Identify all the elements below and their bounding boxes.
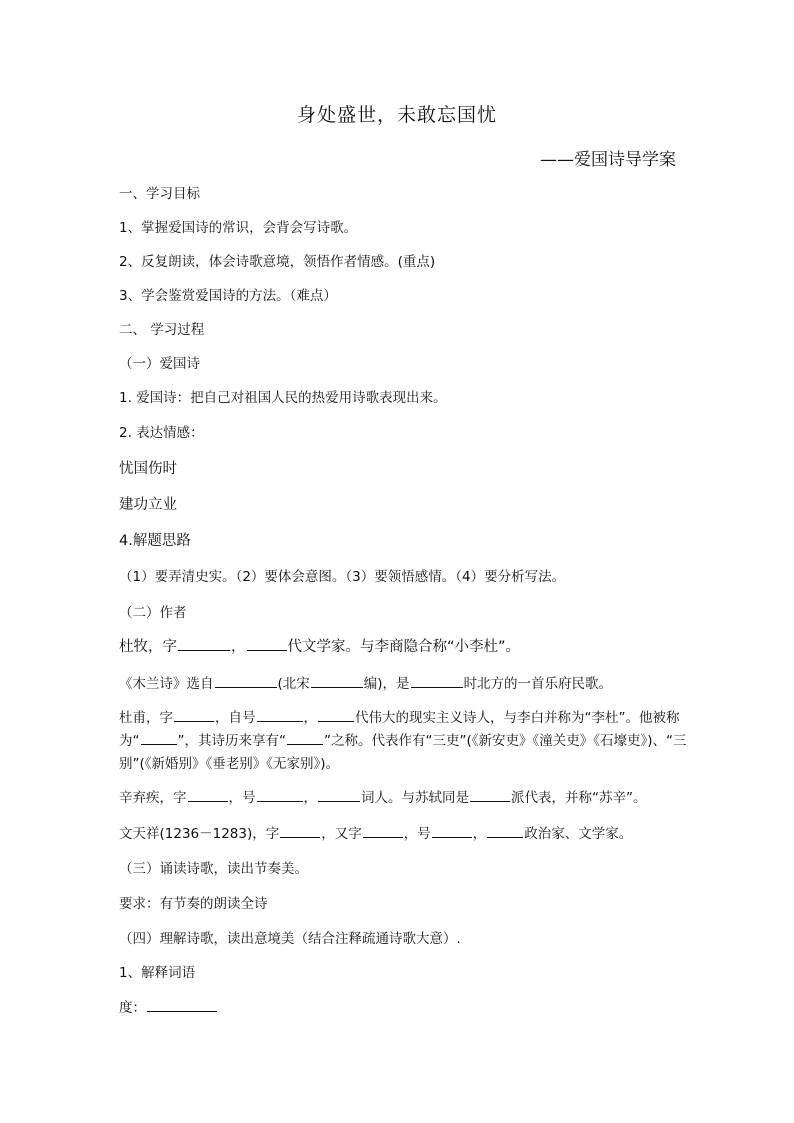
section-heading-goals: 一、学习目标	[119, 186, 200, 202]
text-segment: 《木兰诗》选自	[119, 676, 214, 692]
doc-subtitle: ——爱国诗导学案	[540, 150, 676, 170]
fill-blank[interactable]	[188, 787, 228, 802]
text-segment: 词人。与苏轼同是	[361, 790, 469, 806]
emotion-item-1: 忧国伤时	[119, 461, 177, 477]
text-segment: ，	[303, 710, 317, 726]
subsection-authors: （二）作者	[119, 605, 187, 621]
fill-blank[interactable]	[411, 673, 463, 688]
approach-heading: 4.解题思路	[119, 533, 191, 549]
text-segment: 政治家、文学家。	[524, 826, 633, 842]
fill-blank[interactable]	[280, 823, 320, 838]
text-segment: ，号	[403, 826, 431, 842]
text-segment: ，又字	[321, 826, 362, 842]
author-du-mu	[119, 636, 699, 658]
text-segment: ”，其诗历来享有“	[177, 733, 286, 749]
fill-blank[interactable]	[287, 730, 323, 745]
fill-blank[interactable]	[470, 787, 510, 802]
fill-blank[interactable]	[363, 823, 403, 838]
subsection-understanding: （四）理解诗歌，读出意境美（结合注释疏通诗歌大意）.	[119, 931, 461, 947]
text-segment: 代文学家。与李商隐合称“小李杜”。	[287, 639, 521, 655]
fill-blank[interactable]	[432, 823, 472, 838]
author-xin-qiji	[119, 787, 699, 809]
mulan-poem-line	[119, 673, 699, 695]
text-segment: ，	[231, 639, 246, 655]
text-segment: ，	[472, 826, 487, 842]
text-segment: 代伟大的现实主义诗人，与李白并称为“李杜”。他被称为“	[119, 710, 680, 749]
doc-title: 身处盛世，未敢忘国忧	[296, 104, 497, 126]
author-du-fu	[119, 707, 691, 776]
section-heading-process: 二、 学习过程	[119, 322, 205, 338]
fill-blank[interactable]	[257, 787, 303, 802]
text-segment: 杜牧，字	[119, 639, 177, 655]
fill-blank[interactable]	[318, 787, 360, 802]
fill-blank[interactable]	[147, 997, 217, 1012]
goal-item-1: 1、掌握爱国诗的常识，会背会写诗歌。	[119, 220, 358, 236]
goal-item-2: 2、反复朗读，体会诗歌意境，领悟作者情感。(重点)	[119, 254, 436, 270]
fill-blank[interactable]	[174, 707, 214, 722]
fill-blank[interactable]	[318, 707, 354, 722]
fill-blank[interactable]	[215, 673, 277, 688]
goal-item-3: 3、学会鉴赏爱国诗的方法。（难点）	[119, 288, 337, 304]
text-segment: ，自号	[215, 710, 256, 726]
emotion-item-2: 建功立业	[119, 497, 177, 513]
fill-blank[interactable]	[487, 823, 523, 838]
fill-blank[interactable]	[247, 636, 287, 651]
approach-steps: （1）要弄清史实。（2）要体会意图。（3）要领悟感情。（4）要分析写法。	[119, 569, 566, 585]
text-segment: ，	[303, 790, 317, 806]
recitation-requirement: 要求：有节奏的朗读全诗	[119, 896, 268, 912]
vocab-heading: 1、解释词语	[119, 965, 196, 981]
text-segment: 文天祥(1236－1283)，字	[119, 826, 280, 842]
text-segment: 时北方的一首乐府民歌。	[463, 676, 613, 692]
text-segment: 杜甫，字	[119, 710, 173, 726]
text-segment: 辛弃疾，字	[119, 790, 187, 806]
fill-blank[interactable]	[257, 707, 303, 722]
vocab-item-du	[119, 997, 699, 1019]
fill-blank[interactable]	[178, 636, 230, 651]
text-segment: 派代表，并称“苏辛”。	[511, 790, 647, 806]
definition-line: 1. 爱国诗：把自己对祖国人民的热爱用诗歌表现出来。	[119, 390, 447, 406]
subsection-patriotic-poetry: （一）爱国诗	[119, 356, 200, 372]
fill-blank[interactable]	[141, 730, 177, 745]
text-segment: ”之称。代表作有“三吏”(《新安吏》《潼关吏》《石壕吏》)、“三别”(《新婚别》《垂老别》《无家别》)。	[119, 733, 687, 772]
text-segment: 编)，是	[363, 676, 410, 692]
author-wen-tianxiang	[119, 823, 699, 845]
text-segment: ，号	[228, 790, 256, 806]
text-segment: (北宋	[277, 676, 310, 692]
emotion-heading: 2. 表达情感：	[119, 425, 204, 441]
subsection-recitation: （三）诵读诗歌，读出节奏美。	[119, 861, 308, 877]
fill-blank[interactable]	[311, 673, 363, 688]
text-segment: 度：	[119, 1000, 146, 1016]
